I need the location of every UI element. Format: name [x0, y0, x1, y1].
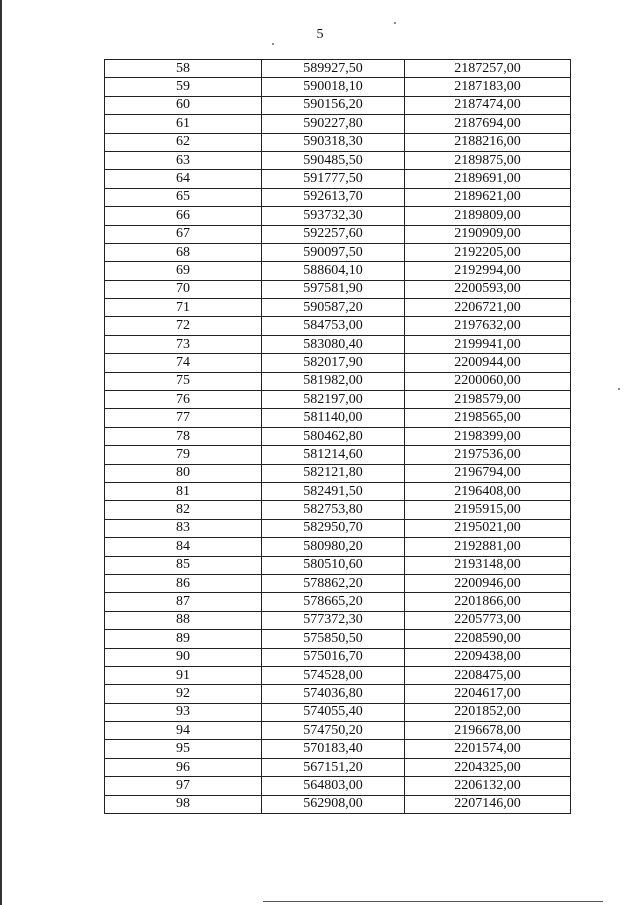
y-coordinate-cell: 2190909,00 [405, 225, 571, 243]
point-number-cell: 60 [105, 96, 262, 114]
y-coordinate-cell: 2201866,00 [405, 593, 571, 611]
y-coordinate-cell: 2201574,00 [405, 740, 571, 758]
point-number-cell: 74 [105, 354, 262, 372]
x-coordinate-cell: 590485,50 [262, 151, 405, 169]
table-row [105, 409, 571, 427]
x-coordinate-cell: 562908,00 [262, 795, 405, 813]
y-coordinate-cell: 2201852,00 [405, 703, 571, 721]
x-coordinate-cell: 590227,80 [262, 115, 405, 133]
x-coordinate-cell: 567151,20 [262, 758, 405, 776]
x-coordinate-cell: 581214,60 [262, 446, 405, 464]
x-coordinate-cell: 589927,50 [262, 60, 405, 78]
table-row [105, 538, 571, 556]
y-coordinate-cell: 2189691,00 [405, 170, 571, 188]
x-coordinate-cell: 577372,30 [262, 611, 405, 629]
point-number-cell: 87 [105, 593, 262, 611]
y-coordinate-cell: 2200593,00 [405, 280, 571, 298]
point-number-cell: 58 [105, 60, 262, 78]
x-coordinate-cell: 583080,40 [262, 335, 405, 353]
x-coordinate-cell: 574750,20 [262, 722, 405, 740]
table-row [105, 391, 571, 409]
x-coordinate-cell: 574055,40 [262, 703, 405, 721]
y-coordinate-cell: 2209438,00 [405, 648, 571, 666]
x-coordinate-cell: 582491,50 [262, 482, 405, 500]
table-row [105, 207, 571, 225]
y-coordinate-cell: 2208590,00 [405, 630, 571, 648]
scan-bottom-line [263, 901, 603, 902]
scan-speck [618, 388, 620, 390]
scan-left-edge [0, 0, 2, 905]
point-number-cell: 81 [105, 482, 262, 500]
point-number-cell: 95 [105, 740, 262, 758]
point-number-cell: 88 [105, 611, 262, 629]
table-row [105, 666, 571, 684]
x-coordinate-cell: 582017,90 [262, 354, 405, 372]
x-coordinate-cell: 590156,20 [262, 96, 405, 114]
table-row [105, 593, 571, 611]
table-row [105, 685, 571, 703]
y-coordinate-cell: 2197632,00 [405, 317, 571, 335]
table-row [105, 280, 571, 298]
point-number-cell: 76 [105, 391, 262, 409]
y-coordinate-cell: 2192994,00 [405, 262, 571, 280]
y-coordinate-cell: 2206132,00 [405, 777, 571, 795]
table-row [105, 758, 571, 776]
point-number-cell: 85 [105, 556, 262, 574]
x-coordinate-cell: 570183,40 [262, 740, 405, 758]
x-coordinate-cell: 584753,00 [262, 317, 405, 335]
y-coordinate-cell: 2196678,00 [405, 722, 571, 740]
point-number-cell: 80 [105, 464, 262, 482]
scan-speck [272, 43, 274, 45]
point-number-cell: 84 [105, 538, 262, 556]
point-number-cell: 78 [105, 427, 262, 445]
point-number-cell: 91 [105, 666, 262, 684]
x-coordinate-cell: 574528,00 [262, 666, 405, 684]
point-number-cell: 68 [105, 243, 262, 261]
table-row [105, 115, 571, 133]
table-row [105, 722, 571, 740]
y-coordinate-cell: 2196408,00 [405, 482, 571, 500]
x-coordinate-cell: 590587,20 [262, 299, 405, 317]
y-coordinate-cell: 2189875,00 [405, 151, 571, 169]
point-number-cell: 66 [105, 207, 262, 225]
table-row [105, 170, 571, 188]
point-number-cell: 72 [105, 317, 262, 335]
table-row [105, 648, 571, 666]
y-coordinate-cell: 2200944,00 [405, 354, 571, 372]
point-number-cell: 93 [105, 703, 262, 721]
table-row [105, 372, 571, 390]
y-coordinate-cell: 2187474,00 [405, 96, 571, 114]
point-number-cell: 96 [105, 758, 262, 776]
y-coordinate-cell: 2195021,00 [405, 519, 571, 537]
point-number-cell: 59 [105, 78, 262, 96]
table-row [105, 188, 571, 206]
point-number-cell: 62 [105, 133, 262, 151]
point-number-cell: 83 [105, 519, 262, 537]
table-row [105, 446, 571, 464]
table-row [105, 60, 571, 78]
y-coordinate-cell: 2200060,00 [405, 372, 571, 390]
point-number-cell: 63 [105, 151, 262, 169]
y-coordinate-cell: 2197536,00 [405, 446, 571, 464]
x-coordinate-cell: 592257,60 [262, 225, 405, 243]
table-row [105, 317, 571, 335]
table-row [105, 501, 571, 519]
y-coordinate-cell: 2195915,00 [405, 501, 571, 519]
table-row [105, 243, 571, 261]
y-coordinate-cell: 2207146,00 [405, 795, 571, 813]
point-number-cell: 79 [105, 446, 262, 464]
x-coordinate-cell: 575850,50 [262, 630, 405, 648]
point-number-cell: 92 [105, 685, 262, 703]
point-number-cell: 65 [105, 188, 262, 206]
table-row [105, 299, 571, 317]
table-row [105, 574, 571, 592]
point-number-cell: 69 [105, 262, 262, 280]
x-coordinate-cell: 575016,70 [262, 648, 405, 666]
table-row [105, 335, 571, 353]
y-coordinate-cell: 2205773,00 [405, 611, 571, 629]
table-row [105, 354, 571, 372]
y-coordinate-cell: 2206721,00 [405, 299, 571, 317]
point-number-cell: 89 [105, 630, 262, 648]
y-coordinate-cell: 2196794,00 [405, 464, 571, 482]
point-number-cell: 73 [105, 335, 262, 353]
y-coordinate-cell: 2189809,00 [405, 207, 571, 225]
y-coordinate-cell: 2188216,00 [405, 133, 571, 151]
table-row [105, 795, 571, 813]
point-number-cell: 64 [105, 170, 262, 188]
y-coordinate-cell: 2187257,00 [405, 60, 571, 78]
scan-speck [394, 22, 396, 24]
x-coordinate-cell: 582121,80 [262, 464, 405, 482]
x-coordinate-cell: 590097,50 [262, 243, 405, 261]
point-number-cell: 90 [105, 648, 262, 666]
table-row [105, 262, 571, 280]
y-coordinate-cell: 2189621,00 [405, 188, 571, 206]
table-row [105, 96, 571, 114]
x-coordinate-cell: 590018,10 [262, 78, 405, 96]
table-row [105, 740, 571, 758]
table-row [105, 630, 571, 648]
table-row [105, 777, 571, 795]
coordinates-table [104, 59, 571, 814]
table-row [105, 427, 571, 445]
x-coordinate-cell: 582950,70 [262, 519, 405, 537]
x-coordinate-cell: 580510,60 [262, 556, 405, 574]
table-row [105, 482, 571, 500]
y-coordinate-cell: 2192881,00 [405, 538, 571, 556]
coordinates-table-body [105, 60, 571, 814]
point-number-cell: 71 [105, 299, 262, 317]
x-coordinate-cell: 597581,90 [262, 280, 405, 298]
y-coordinate-cell: 2208475,00 [405, 666, 571, 684]
x-coordinate-cell: 582753,80 [262, 501, 405, 519]
point-number-cell: 67 [105, 225, 262, 243]
y-coordinate-cell: 2192205,00 [405, 243, 571, 261]
table-row [105, 151, 571, 169]
point-number-cell: 97 [105, 777, 262, 795]
y-coordinate-cell: 2199941,00 [405, 335, 571, 353]
table-row [105, 611, 571, 629]
x-coordinate-cell: 592613,70 [262, 188, 405, 206]
x-coordinate-cell: 581140,00 [262, 409, 405, 427]
point-number-cell: 75 [105, 372, 262, 390]
point-number-cell: 94 [105, 722, 262, 740]
y-coordinate-cell: 2204325,00 [405, 758, 571, 776]
x-coordinate-cell: 580462,80 [262, 427, 405, 445]
y-coordinate-cell: 2200946,00 [405, 574, 571, 592]
point-number-cell: 86 [105, 574, 262, 592]
y-coordinate-cell: 2198565,00 [405, 409, 571, 427]
table-row [105, 703, 571, 721]
x-coordinate-cell: 593732,30 [262, 207, 405, 225]
x-coordinate-cell: 591777,50 [262, 170, 405, 188]
table-row [105, 556, 571, 574]
x-coordinate-cell: 564803,00 [262, 777, 405, 795]
x-coordinate-cell: 574036,80 [262, 685, 405, 703]
x-coordinate-cell: 582197,00 [262, 391, 405, 409]
y-coordinate-cell: 2187694,00 [405, 115, 571, 133]
y-coordinate-cell: 2193148,00 [405, 556, 571, 574]
page-number: 5 [316, 27, 324, 42]
x-coordinate-cell: 580980,20 [262, 538, 405, 556]
point-number-cell: 70 [105, 280, 262, 298]
y-coordinate-cell: 2204617,00 [405, 685, 571, 703]
x-coordinate-cell: 578665,20 [262, 593, 405, 611]
x-coordinate-cell: 588604,10 [262, 262, 405, 280]
table-row [105, 133, 571, 151]
point-number-cell: 77 [105, 409, 262, 427]
table-row [105, 78, 571, 96]
y-coordinate-cell: 2187183,00 [405, 78, 571, 96]
y-coordinate-cell: 2198399,00 [405, 427, 571, 445]
point-number-cell: 98 [105, 795, 262, 813]
point-number-cell: 82 [105, 501, 262, 519]
x-coordinate-cell: 590318,30 [262, 133, 405, 151]
point-number-cell: 61 [105, 115, 262, 133]
table-row [105, 225, 571, 243]
x-coordinate-cell: 581982,00 [262, 372, 405, 390]
table-row [105, 464, 571, 482]
y-coordinate-cell: 2198579,00 [405, 391, 571, 409]
table-row [105, 519, 571, 537]
x-coordinate-cell: 578862,20 [262, 574, 405, 592]
